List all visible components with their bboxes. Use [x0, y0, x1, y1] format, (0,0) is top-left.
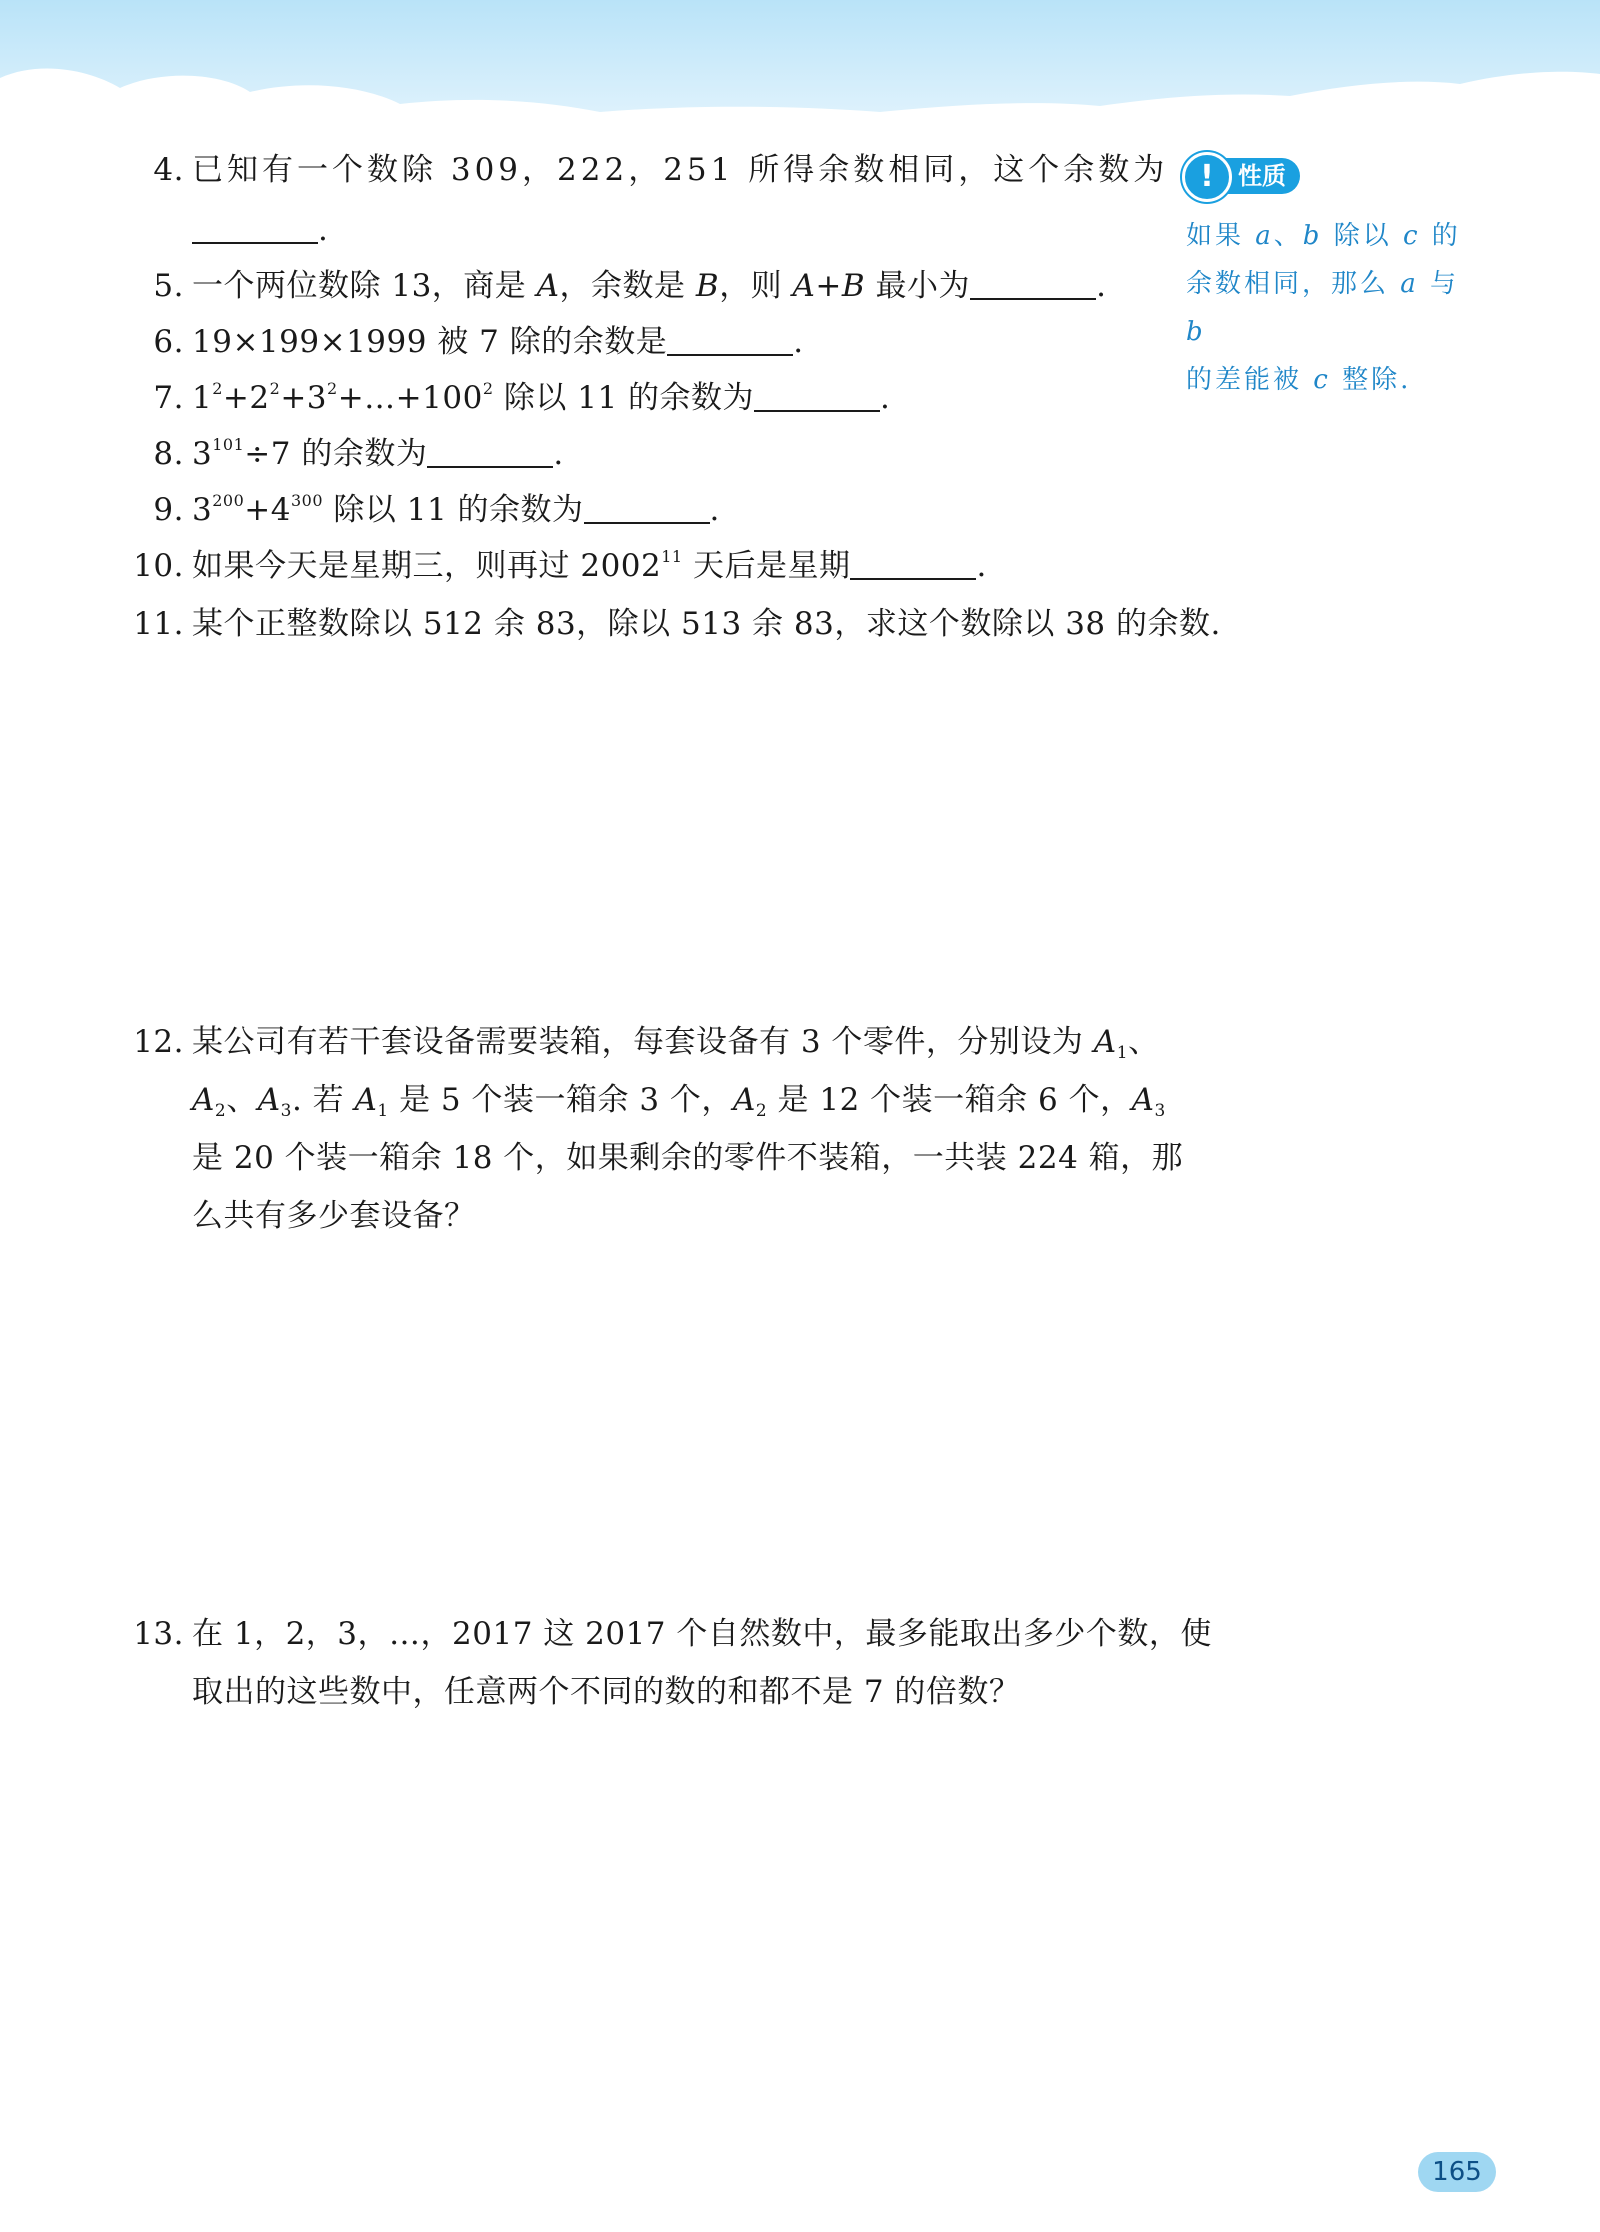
problem-4: [153, 148, 1169, 192]
note-text-part: 、: [1273, 221, 1303, 251]
problem-text: 是 20 个装一箱余 18 个，如果剩余的零件不装箱，一共装 224 箱，那: [192, 1140, 1184, 1176]
note-text-part: 余数相同，那么: [1186, 269, 1401, 299]
subscript: 2: [755, 1101, 768, 1121]
note-tag: 性质: [1216, 158, 1300, 194]
problem-text: ÷7 的余数为: [244, 436, 428, 472]
note-line-2: [1186, 260, 1476, 356]
subscript: 1: [377, 1101, 389, 1121]
math-var: c: [1313, 365, 1331, 395]
answer-blank[interactable]: [970, 268, 1096, 300]
math-base: 3: [192, 492, 213, 528]
math-base: 3: [192, 436, 213, 472]
note-text-part: 与: [1418, 269, 1460, 299]
note-text-part: 整除.: [1330, 365, 1412, 395]
math-var: b: [1302, 221, 1323, 251]
problem-text: 是 5 个装一箱余 3 个，: [388, 1082, 733, 1118]
answer-blank[interactable]: [427, 436, 553, 468]
problem-text: 、: [226, 1082, 258, 1118]
problem-text: 某公司有若干套设备需要装箱，每套设备有 3 个零件，分别设为: [192, 1024, 1094, 1060]
answer-blank[interactable]: [850, 548, 976, 580]
note-text-part: 除以: [1322, 221, 1403, 251]
problem-text: 最小为: [865, 268, 971, 304]
subscript: 3: [280, 1101, 292, 1121]
problem-number: 7.: [153, 380, 184, 416]
math-var: a: [1400, 269, 1419, 299]
math-expr: A+B: [792, 268, 866, 304]
page-number: 165: [1418, 2152, 1496, 2192]
exponent: 11: [661, 547, 683, 566]
exponent: 2: [212, 379, 223, 398]
math-base: +3: [280, 380, 328, 416]
problem-text: 一个两位数除 13，商是: [192, 268, 537, 304]
problem-text: . 若: [291, 1082, 355, 1118]
math-var: a: [1255, 221, 1274, 251]
exponent: 101: [212, 435, 245, 454]
math-var: B: [695, 268, 720, 304]
problem-8: [153, 432, 564, 476]
problem-text: 除以 11 的余数为: [493, 380, 755, 416]
problem-13: [133, 1612, 1212, 1656]
problem-text: ，余数是: [559, 268, 696, 304]
math-var: A: [354, 1082, 378, 1118]
problem-12-line-2: [192, 1078, 1166, 1122]
subscript: 1: [1116, 1043, 1129, 1063]
math-base: 1: [192, 380, 213, 416]
math-base: +2: [222, 380, 270, 416]
math-var: A: [536, 268, 560, 304]
problem-number: 12.: [133, 1024, 184, 1060]
problem-text: ，则: [719, 268, 793, 304]
problem-7: [153, 376, 891, 420]
answer-blank[interactable]: [584, 492, 710, 524]
problem-number: 6.: [153, 324, 184, 360]
problem-text: 某个正整数除以 512 余 83，除以 513 余 83，求这个数除以 38 的余数.: [192, 606, 1221, 642]
problem-text: 如果今天是星期三，则再过 2002: [192, 548, 662, 584]
answer-blank[interactable]: [667, 324, 793, 356]
problem-text: 除以 11 的余数为: [323, 492, 584, 528]
exponent: 2: [327, 379, 338, 398]
subscript: 2: [214, 1101, 227, 1121]
problem-number: 4.: [153, 152, 184, 188]
period: .: [553, 436, 564, 472]
note-text: [1186, 212, 1476, 404]
problem-6: [153, 320, 804, 364]
problem-text: 么共有多少套设备？: [192, 1198, 476, 1234]
answer-blank[interactable]: [754, 380, 880, 412]
problem-number: 5.: [153, 268, 184, 304]
problem-number: 11.: [133, 606, 184, 642]
note-text-part: 的: [1420, 221, 1461, 251]
problem-text: 天后是星期: [682, 548, 851, 584]
problem-text: 已知有一个数除 309，222，251 所得余数相同，这个余数为: [192, 152, 1169, 188]
problem-4-answer-line: [192, 208, 328, 252]
problem-12-line-4: [192, 1194, 476, 1238]
exponent: 2: [482, 379, 494, 398]
math-var: A: [257, 1082, 281, 1118]
problem-12: [133, 1020, 1160, 1064]
problem-11: [133, 602, 1221, 646]
math-var: A: [1093, 1024, 1117, 1060]
problem-number: 13.: [133, 1616, 184, 1652]
math-var: A: [192, 1082, 215, 1118]
subscript: 3: [1154, 1101, 1166, 1121]
period: .: [318, 212, 329, 248]
math-base: +…+100: [337, 380, 483, 416]
exponent: 200: [212, 491, 245, 510]
problem-text: 19×199×1999 被 7 除的余数是: [192, 324, 668, 360]
exponent: 2: [269, 379, 281, 398]
note-text-part: 的差能被: [1186, 365, 1314, 395]
problem-number: 10.: [133, 548, 184, 584]
note-text-part: 如果: [1186, 221, 1256, 251]
problem-number: 8.: [153, 436, 184, 472]
problem-text: 取出的这些数中，任意两个不同的数的和都不是 7 的倍数？: [192, 1674, 1021, 1710]
problem-13-line-2: [192, 1670, 1020, 1714]
answer-blank[interactable]: [192, 212, 318, 244]
period: .: [1096, 268, 1107, 304]
math-base: +4: [244, 492, 291, 528]
problem-10: [133, 544, 987, 588]
problem-12-line-3: [192, 1136, 1183, 1180]
period: .: [880, 380, 891, 416]
note-line-1: [1186, 212, 1476, 260]
exclamation-icon: !: [1182, 152, 1232, 202]
problem-9: [153, 488, 720, 532]
problem-number: 9.: [153, 492, 184, 528]
period: .: [793, 324, 804, 360]
math-var: A: [732, 1082, 756, 1118]
problem-5: [153, 264, 1107, 308]
problem-text: 是 12 个装一箱余 6 个，: [767, 1082, 1132, 1118]
note-line-3: [1186, 356, 1476, 404]
period: .: [709, 492, 720, 528]
problem-text: 在 1，2，3，…，2017 这 2017 个自然数中，最多能取出多少个数，使: [192, 1616, 1212, 1652]
period: .: [976, 548, 987, 584]
problem-text: 、: [1128, 1024, 1160, 1060]
math-var: c: [1402, 221, 1421, 251]
math-var: b: [1186, 317, 1206, 347]
math-var: A: [1131, 1082, 1155, 1118]
exponent: 300: [290, 491, 324, 510]
